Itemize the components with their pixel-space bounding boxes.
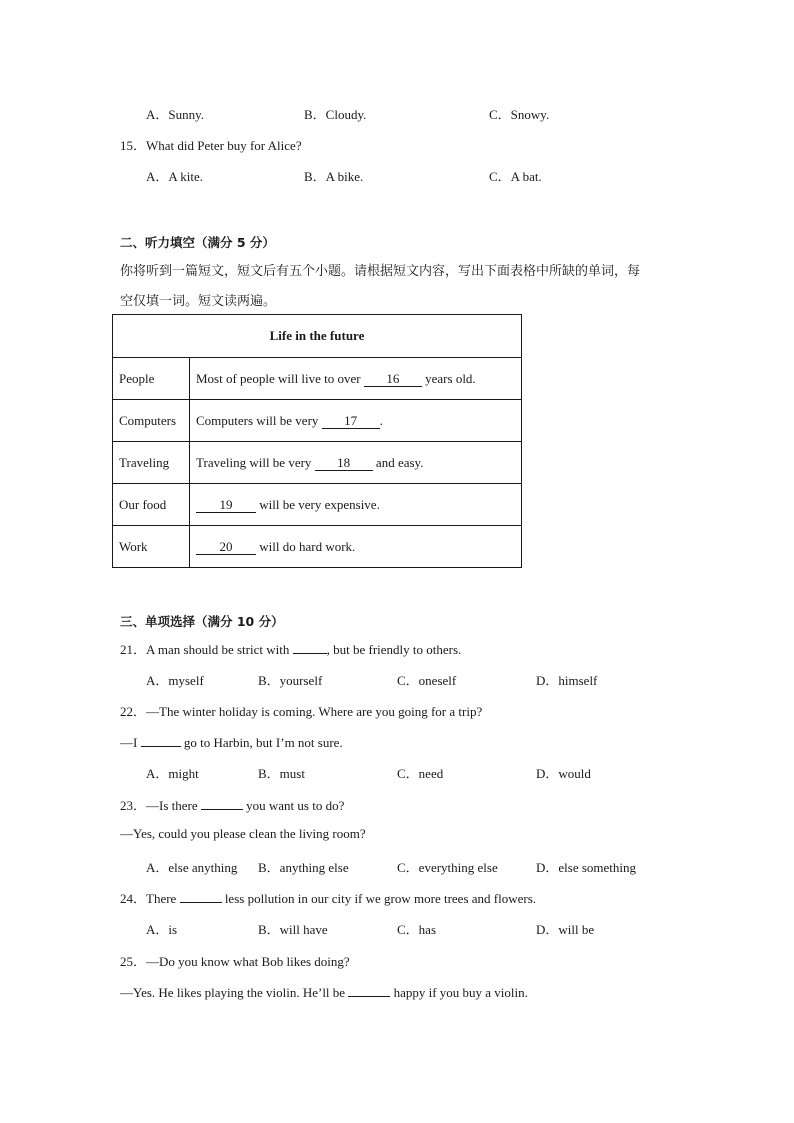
q23-options [0,857,794,877]
row-label: Computers [113,400,190,442]
q23-stem [120,795,344,814]
q22-blank[interactable] [141,732,181,747]
section2-instructions-line2: 空仅填一词。短文读两遍。 [120,294,277,309]
q24-option-d[interactable]: D．will be [536,922,595,937]
q22-text-after: go to Harbin, but I’m not sure. [180,735,343,750]
row-text-after: will be very expensive. [256,496,380,512]
table-row [113,358,522,400]
q25-text-before: —Yes. He likes playing the violin. He’ll be [120,985,349,1000]
q22-options [0,763,794,783]
q25-line2 [120,982,528,1001]
life-in-future-table [112,314,522,568]
q15-option-c[interactable]: C．A bat. [489,169,542,184]
q21-text-before: 21．A man should be strict with [120,642,293,657]
row-content [190,400,522,442]
q23-text-after: you want us to do? [242,798,345,813]
row-label: People [113,358,190,400]
row-content [190,358,522,400]
q21-stem [120,639,461,658]
q22-text-before: —I [120,735,141,750]
row-label: Our food [113,484,190,526]
q24-option-a[interactable]: A．is [146,922,178,937]
q21-option-b[interactable]: B．yourself [258,673,323,688]
section2-instructions-line1: 你将听到一篇短文，短文后有五个小题。请根据短文内容，写出下面表格中所缺的单词，每 [120,264,641,279]
q21-option-d[interactable]: D．himself [536,673,598,688]
q21-option-c[interactable]: C．oneself [397,673,457,688]
answer-blank-17[interactable]: 17 [322,413,380,429]
q24-option-b[interactable]: B．will have [258,922,328,937]
table-row [113,400,522,442]
table-header: Life in the future [113,315,522,358]
section3-title: 三、单项选择（满分 10 分） [120,614,284,629]
row-text-after: and easy. [372,454,424,470]
q22-option-a[interactable]: A．might [146,766,199,781]
row-text-before: Traveling will be very [196,454,315,470]
q14-options [0,104,794,124]
row-content [190,484,522,526]
q21-blank[interactable] [293,639,327,654]
q24-option-c[interactable]: C．has [397,922,437,937]
q25-stem: 25．—Do you know what Bob likes doing? [120,954,350,969]
q22-option-d[interactable]: D．would [536,766,591,781]
row-label: Work [113,526,190,568]
q24-blank[interactable] [180,888,222,903]
q23-blank[interactable] [201,795,243,810]
q23-option-b[interactable]: B．anything else [258,860,349,875]
q15-stem: 15．What did Peter buy for Alice? [120,138,302,153]
table-row [113,526,522,568]
answer-blank-20[interactable]: 20 [196,539,256,555]
q14-option-c[interactable]: C．Snowy. [489,107,550,122]
row-content [190,526,522,568]
q23-line2: —Yes, could you please clean the living room? [120,826,366,841]
q22-line2 [120,732,343,751]
section2-title: 二、听力填空（满分 5 分） [120,235,275,250]
q25-blank[interactable] [348,982,390,997]
q24-text-before: 24．There [120,891,180,906]
q24-options [0,919,794,939]
q23-option-a[interactable]: A．else anything [146,860,238,875]
q22-option-b[interactable]: B．must [258,766,305,781]
q14-option-a[interactable]: A．Sunny. [146,107,205,122]
table-row [113,484,522,526]
q23-text-before: 23．—Is there [120,798,201,813]
q23-option-c[interactable]: C．everything else [397,860,498,875]
row-label: Traveling [113,442,190,484]
answer-blank-18[interactable]: 18 [315,455,373,471]
row-text-after: will do hard work. [256,538,356,554]
table-header-row [113,315,522,358]
q21-options [0,670,794,690]
table-row [113,442,522,484]
q15-option-b[interactable]: B．A bike. [304,169,364,184]
q22-stem: 22．—The winter holiday is coming. Where are you going for a trip? [120,704,483,719]
q15-options [0,166,794,186]
q15-option-a[interactable]: A．A kite. [146,169,204,184]
row-content [190,442,522,484]
q24-text-after: less pollution in our city if we grow more trees and flowers. [221,891,537,906]
q25-text-after: happy if you buy a violin. [390,985,528,1000]
row-text-after: years old. [421,370,476,386]
row-text-before: Computers will be very [196,412,322,428]
answer-blank-16[interactable]: 16 [364,371,422,387]
row-text-before: Most of people will live to over [196,370,364,386]
row-text-after: . [379,412,383,428]
answer-blank-19[interactable]: 19 [196,497,256,513]
q22-option-c[interactable]: C．need [397,766,444,781]
q24-stem [120,888,536,907]
q21-text-after: , but be friendly to others. [326,642,462,657]
q21-option-a[interactable]: A．myself [146,673,204,688]
q23-option-d[interactable]: D．else something [536,860,637,875]
q14-option-b[interactable]: B．Cloudy. [304,107,367,122]
